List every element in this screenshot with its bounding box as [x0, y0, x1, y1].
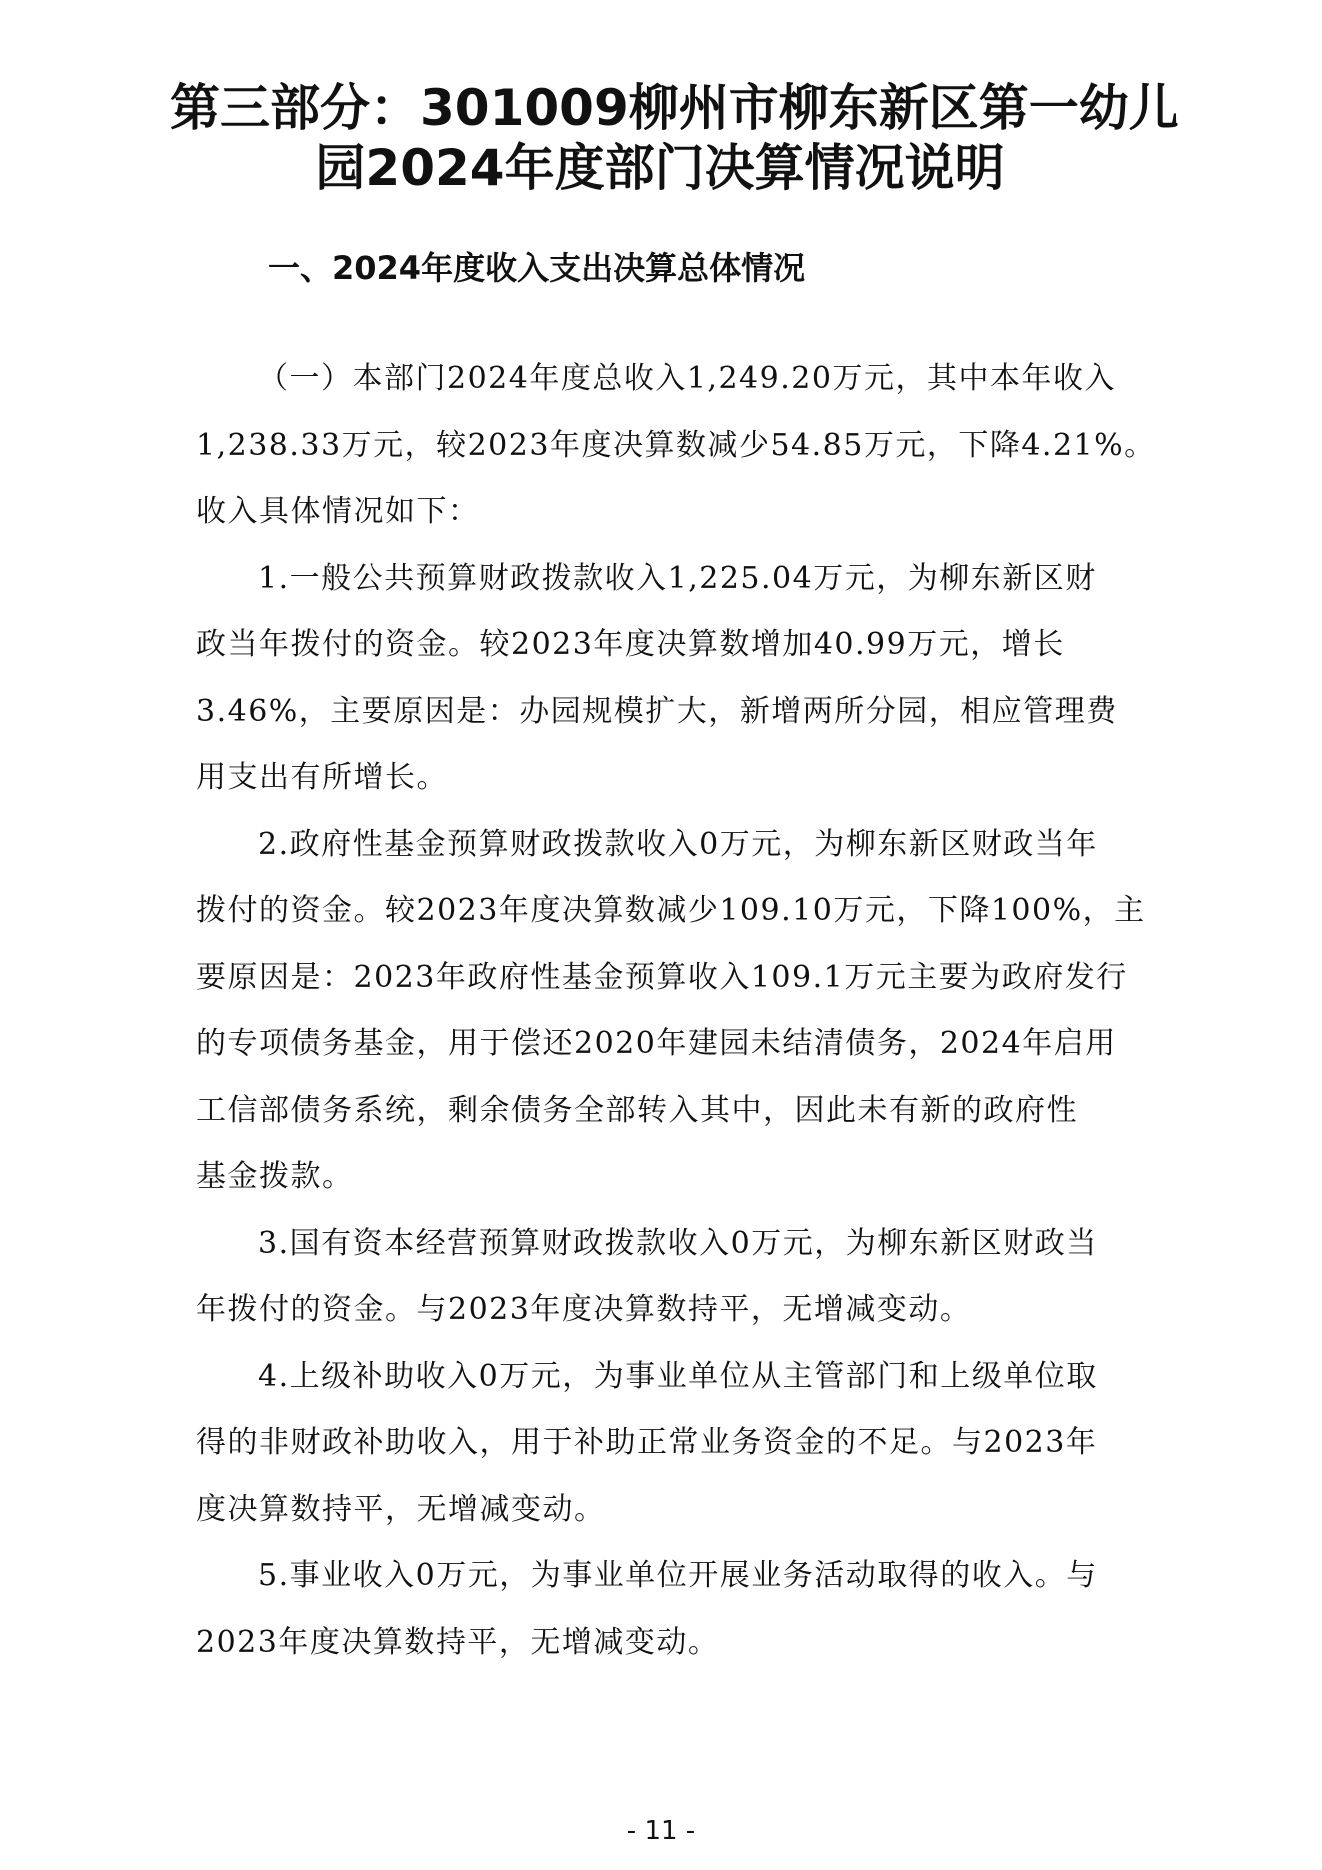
- text-line: 拨付的资金。较2023年度决算数减少109.10万元，下降100%，主: [196, 893, 1146, 928]
- text-line: 1,238.33万元，较2023年度决算数减少54.85万元，下降4.21%。: [196, 427, 1156, 463]
- paragraph-superior-subsidy: [196, 1344, 1148, 1544]
- document-body: [196, 346, 1156, 1676]
- document-title-line: 园2024年度部门决算情况说明: [315, 139, 1005, 197]
- text-line: 工信部债务系统，剩余债务全部转入其中，因此未有新的政府性: [196, 1092, 1078, 1128]
- text-line: 要原因是：2023年政府性基金预算收入109.1万元主要为政府发行: [196, 959, 1128, 995]
- text-line: 用支出有所增长。: [196, 760, 448, 795]
- text-line: 3.46%，主要原因是：办园规模扩大，新增两所分园，相应管理费: [196, 693, 1118, 729]
- text-line: 基金拨款。: [196, 1159, 354, 1194]
- paragraph-state-capital: [196, 1211, 1148, 1344]
- text-line: 1.一般公共预算财政拨款收入1,225.04万元，为柳东新区财: [258, 560, 1097, 596]
- paragraph-government-fund: [196, 812, 1148, 1211]
- text-line: 的专项债务基金，用于偿还2020年建园未结清债务，2024年启用: [196, 1026, 1117, 1061]
- text-line: 得的非财政补助收入，用于补助正常业务资金的不足。与2023年: [196, 1425, 1098, 1460]
- text-line: 2.政府性基金预算财政拨款收入0万元，为柳东新区财政当年: [258, 826, 1098, 862]
- text-line: 度决算数持平，无增减变动。: [196, 1491, 606, 1527]
- text-line: 年拨付的资金。与2023年度决算数持平，无增减变动。: [196, 1292, 972, 1327]
- text-line: 政当年拨付的资金。较2023年度决算数增加40.99万元，增长: [196, 627, 1065, 662]
- paragraph-business-income: [196, 1543, 1148, 1676]
- text-line: 收入具体情况如下：: [196, 494, 480, 529]
- text-line: 5.事业收入0万元，为事业单位开展业务活动取得的收入。与: [258, 1558, 1098, 1593]
- paragraph-total-income: [196, 346, 1156, 546]
- page-number: - 11 -: [626, 1816, 696, 1846]
- document-title: [170, 78, 1179, 198]
- text-line: 2023年度决算数持平，无增减变动。: [196, 1624, 720, 1660]
- paragraph-general-budget: [196, 546, 1148, 812]
- document-title-line: 第三部分：301009柳州市柳东新区第一幼儿: [170, 79, 1179, 137]
- section-heading: 一、2024年度收入支出决算总体情况: [268, 249, 806, 287]
- text-line: （一）本部门2024年度总收入1,249.20万元，其中本年收入: [258, 361, 1116, 396]
- text-line: 3.国有资本经营预算财政拨款收入0万元，为柳东新区财政当: [258, 1225, 1098, 1261]
- text-line: 4.上级补助收入0万元，为事业单位从主管部门和上级单位取: [258, 1358, 1098, 1394]
